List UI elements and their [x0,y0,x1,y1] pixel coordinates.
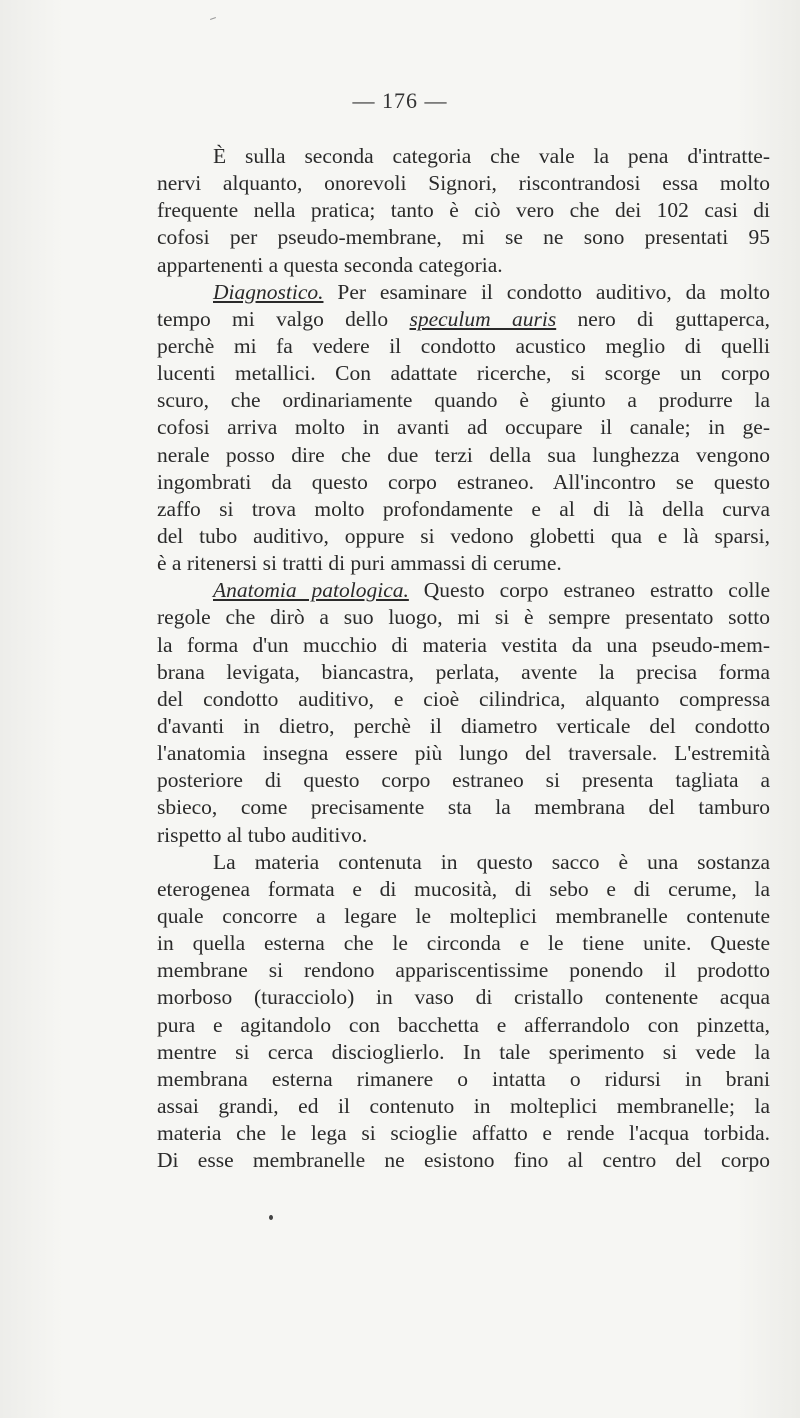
ink-speck [269,1215,273,1220]
text-line [157,279,770,306]
text-line: pura e agitandolo con bacchetta e afferrandolo con pinzetta, [157,1012,770,1037]
text-line: La materia contenuta in questo sacco è una sostanza [213,849,770,874]
text-line: zaffo si trova molto profondamente e al di là della curva [157,496,770,521]
text-line: rispetto al tubo auditivo. [157,822,368,847]
text-line: cofosi arriva molto in avanti ad occupare il canale; in ge- [157,415,770,440]
text-line: mentre si cerca discioglierlo. In tale sperimento si vede la [157,1039,770,1064]
text-line: frequente nella pratica; tanto è ciò vero che dei 102 casi di [157,198,770,223]
text-line: scuro, che ordinariamente quando è giunto a produrre la [157,388,770,413]
text-line: perchè mi fa vedere il condotto acustico meglio di quelli [157,333,770,358]
text-line: lucenti metallici. Con adattate ricerche, si scorge un corpo [157,361,770,386]
text-line: in quella esterna che le circonda e le tiene unite. Queste [157,931,770,956]
text-line [157,577,770,604]
text-line: appartenenti a questa seconda categoria. [157,252,503,277]
text-line: assai grandi, ed il contenuto in molteplici membranelle; la [157,1093,770,1118]
text-line: brana levigata, biancastra, perlata, avente la precisa forma [157,659,770,684]
text-line: È sulla seconda categoria che vale la pena d'intratte- [213,144,770,168]
text-line: è a ritenersi si tratti di puri ammassi di cerume. [157,551,562,576]
text-line: posteriore di questo corpo estraneo si presenta tagliata a [157,768,770,793]
text-line: membrane si rendono appariscentissime ponendo il prodotto [157,958,770,983]
section-heading-diagnostico: Diagnostico. [213,279,324,304]
text-line: l'anatomia insegna essere più lungo del traversale. L'estremità [157,741,770,766]
text-run: nero di guttaperca, [556,306,770,331]
text-line: d'avanti in dietro, perchè il diametro verticale del condotto [157,713,770,738]
text-line: eterogenea formata e di mucosità, di sebo e di cerume, la [157,876,770,901]
text-line: sbieco, come precisamente sta la membrana del tamburo [157,795,770,820]
text-line: cofosi per pseudo-membrane, mi se ne sono presentati 95 [157,225,770,250]
latin-term: speculum auris [409,306,557,331]
text-line: Di esse membranelle ne esistono fino al centro del corpo [157,1148,770,1173]
page-number: — 176 — [352,88,448,113]
text-line: la forma d'un mucchio di materia vestita da una pseudo-mem- [157,632,770,657]
text-line: morboso (turacciolo) in vaso di cristallo contenente acqua [157,985,770,1010]
text-line: del condotto auditivo, e cioè cilindrica, alquanto compressa [157,686,770,711]
section-heading-anatomia-patologica: Anatomia patologica. [213,578,409,603]
text-line: quale concorre a legare le molteplici membranelle contenute [157,903,770,928]
page-body [157,143,770,1174]
text-line: ingombrati da questo corpo estraneo. All'incontro se questo [157,469,770,494]
text-line: regole che dirò a suo luogo, mi si è sempre presentato sotto [157,605,770,630]
text-run: tempo mi valgo dello [157,306,410,331]
print-mark [210,17,216,20]
text-line: membrana esterna rimanere o intatta o ridursi in brani [157,1066,770,1091]
text-run: Per esaminare il condotto auditivo, da molto [323,279,770,304]
text-line: del tubo auditivo, oppure si vedono globetti qua e là sparsi, [157,523,770,548]
text-line: nerale posso dire che due terzi della sua lunghezza vengono [157,442,770,467]
text-line: materia che le lega si scioglie affatto e rende l'acqua torbida. [157,1121,770,1146]
text-run: Questo corpo estraneo estratto colle [408,578,770,603]
text-line: nervi alquanto, onorevoli Signori, riscontrandosi essa molto [157,171,770,196]
text-line [157,306,770,333]
